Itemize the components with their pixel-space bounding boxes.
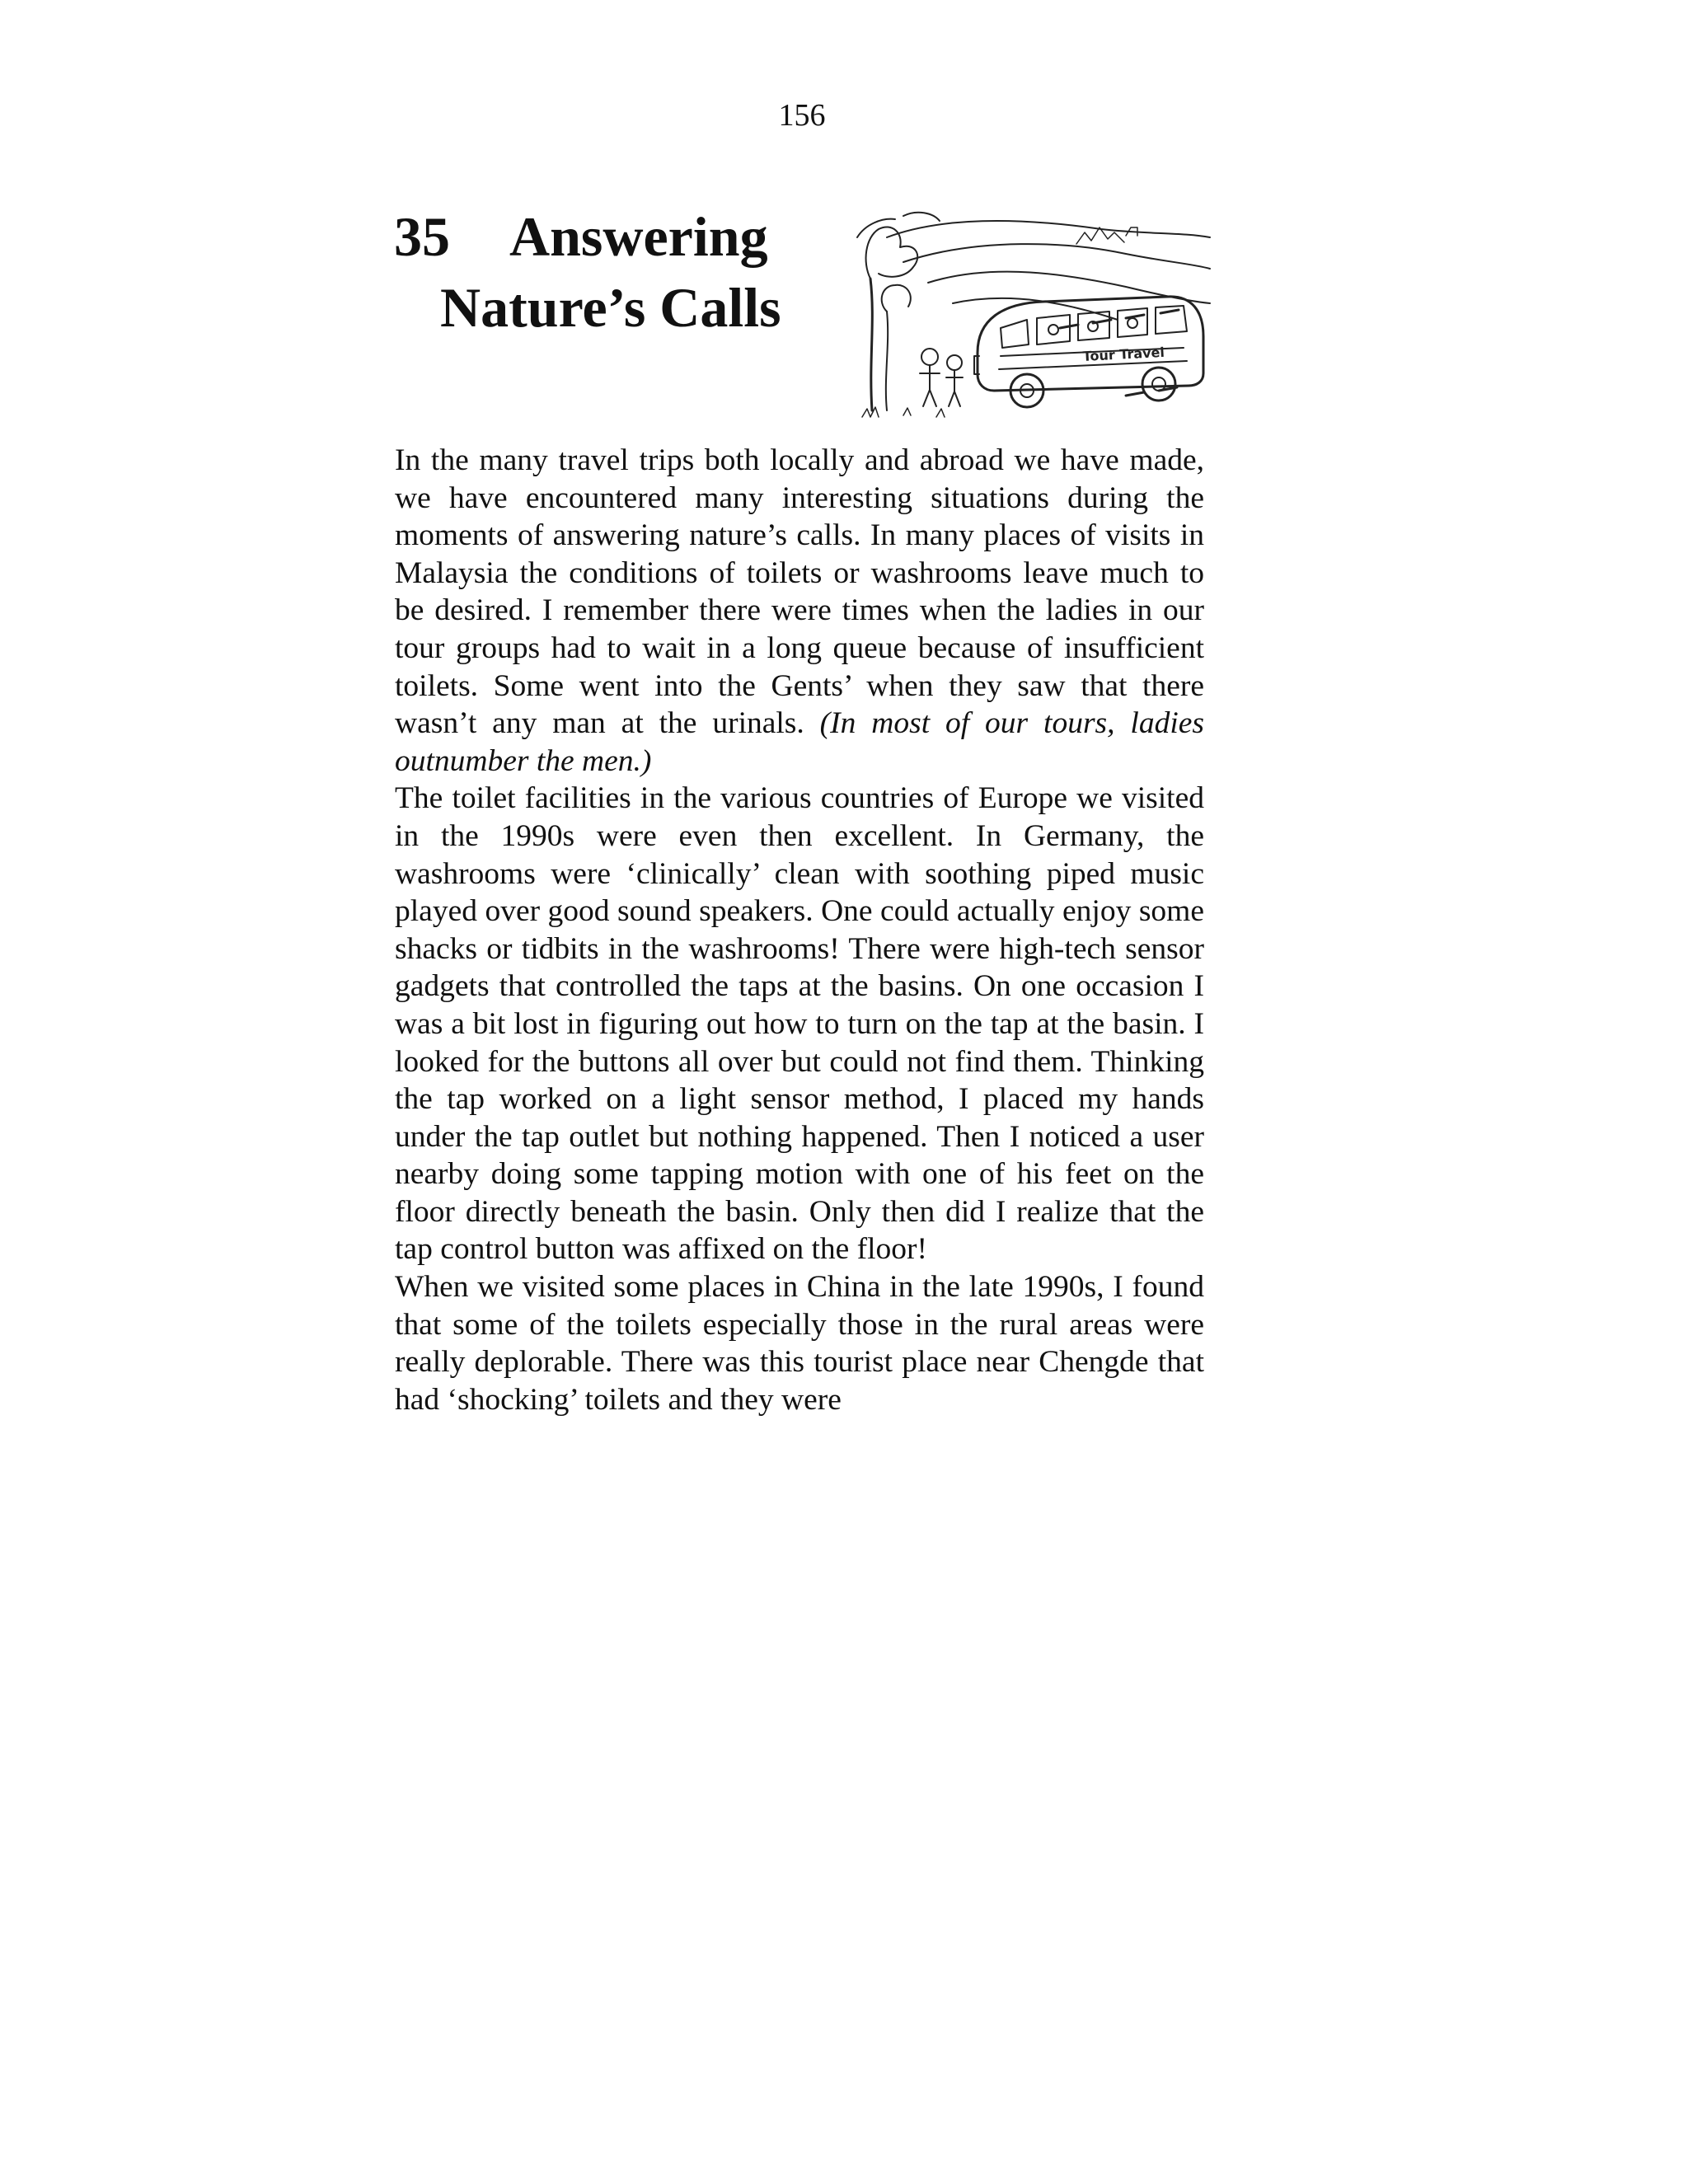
chapter-number: 35 [394,205,450,268]
svg-text:Tour Travel: Tour Travel [1082,344,1165,364]
chapter-title-line-2: Nature’s Calls [440,276,781,339]
chapter-heading-line-1 [394,201,856,272]
paragraph-3: When we visited some places in China in the late 1990s, I found that some of the toilets especially those in the rural areas were really deplorable. There was this tourist place near Chengde that had ‘shocking’ toilets and they were [395,1270,1204,1417]
chapter-title-line-1: Answering [509,205,768,268]
page-number: 156 [778,98,826,133]
paragraph-1 [395,442,1204,780]
body-text [395,442,1204,1418]
tour-bus-road-sketch-icon [854,204,1212,419]
chapter-heading [394,201,856,343]
paragraph-2: The toilet facilities in the various countries of Europe we visited in the 1990s were even then excellent. In Germany, the washrooms were ‘clinically’ clean with soothing piped music played over good sound speakers. One could actually enjoy some shacks or tidbits in the washrooms! There were high-tech sensor gadgets that controlled the taps at the basins. On one occasion I was a bit lost in figuring out how to turn on the tap at the basin. I looked for the buttons all over but could not find them. Thinking the tap worked on a light sensor method, I placed my hands under the tap outlet but nothing happened. Then I noticed a user nearby doing some tapping motion with one of his feet on the floor directly beneath the basin. Only then did I realize that the tap control button was affixed on the floor! [395,781,1204,1267]
paragraph-1-italic-aside: (In most of our tours, ladies outnumber the men.) [395,706,1204,778]
paragraph-1-text: In the many travel trips both locally and abroad we have made, we have encountered many interesting situations during the moments of answering nature’s calls. In many places of visits in Malaysia the conditions of toilets or washrooms leave much to be desired. I remember there were times when the ladies in our tour groups had to wait in a long queue because of insufficient toilets. Some went into the Gents’ when they saw that there wasn’t any man at the urinals. [395,443,1204,741]
